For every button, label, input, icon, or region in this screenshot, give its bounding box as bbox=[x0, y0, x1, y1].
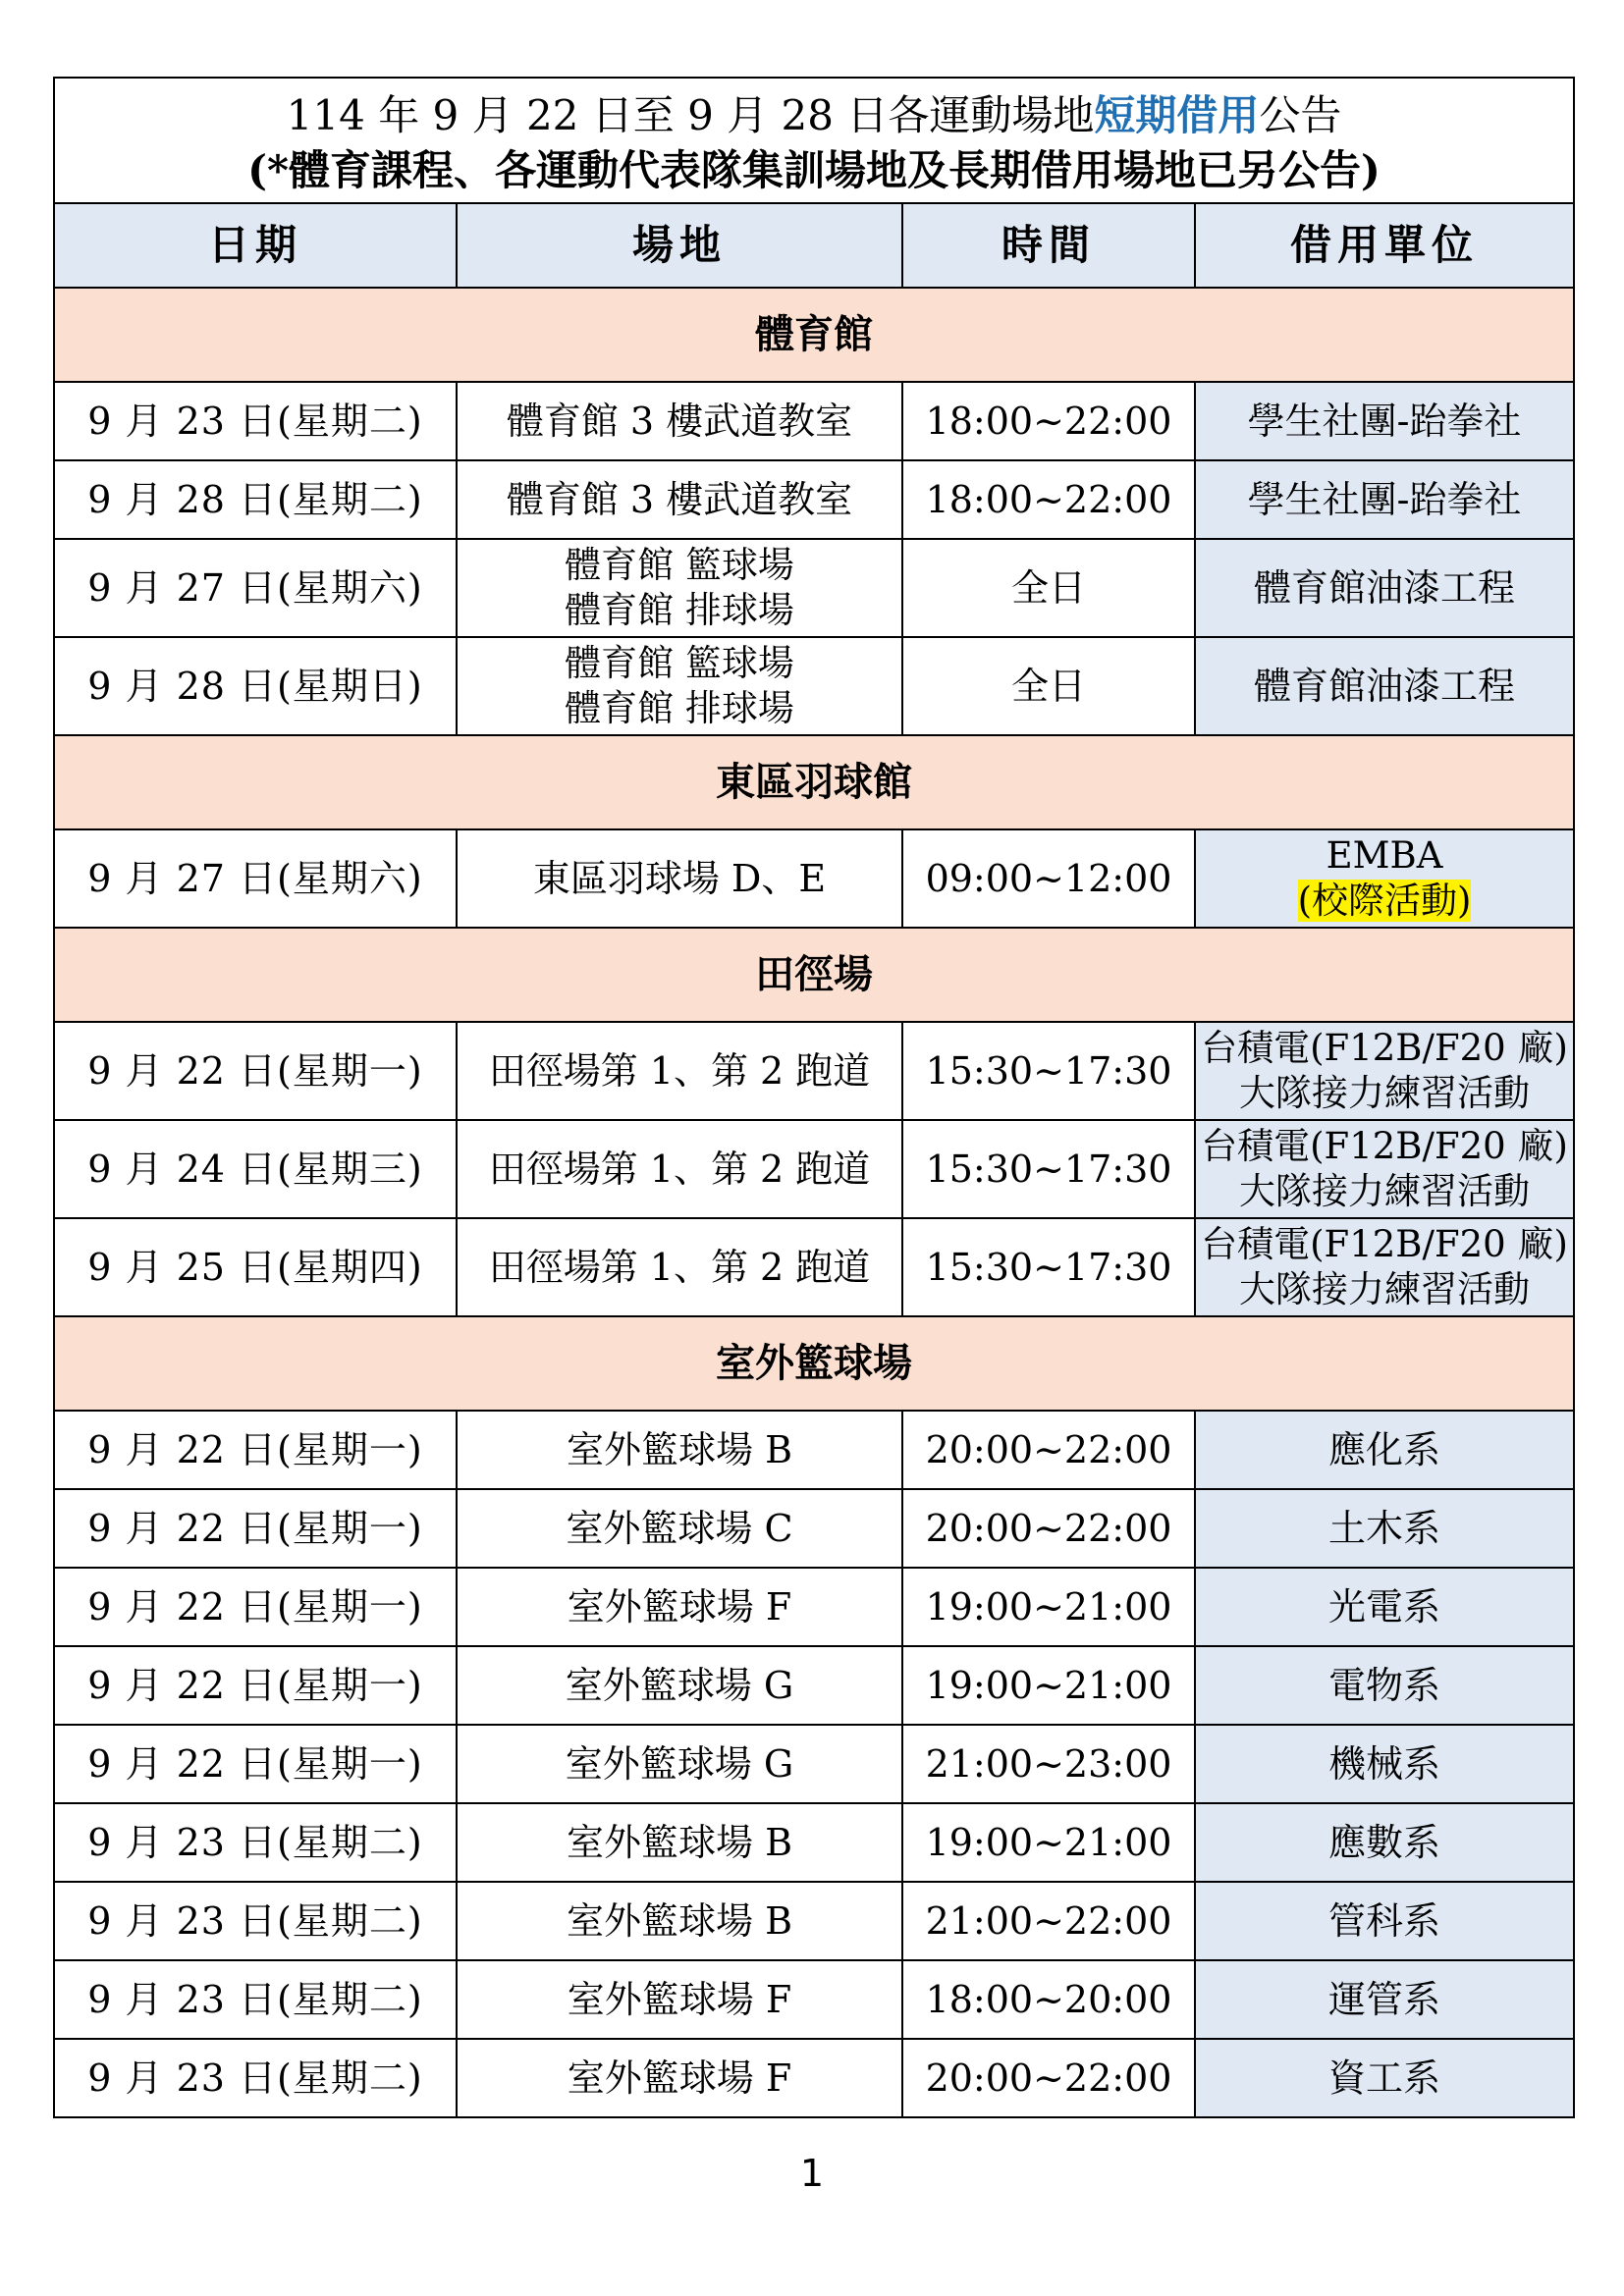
unit-cell bbox=[1195, 1218, 1574, 1316]
date-cell: 9 月 23 日(星期二) bbox=[54, 382, 457, 460]
title-cell bbox=[54, 78, 1574, 203]
unit-line: 體育館油漆工程 bbox=[1254, 566, 1516, 610]
time-cell: 全日 bbox=[902, 637, 1195, 735]
section-title: 東區羽球館 bbox=[54, 735, 1574, 829]
time-cell: 20:00~22:00 bbox=[902, 2039, 1195, 2117]
venue-cell bbox=[457, 1646, 902, 1725]
unit-line: 台積電(F12B/F20 廠) bbox=[1201, 1223, 1568, 1265]
title-line-1 bbox=[55, 88, 1573, 143]
venue-line: 田徑場第 1、第 2 跑道 bbox=[488, 1148, 871, 1191]
unit-cell bbox=[1195, 1022, 1574, 1120]
section-row bbox=[54, 288, 1574, 382]
unit-line: 學生社團-跆拳社 bbox=[1247, 478, 1522, 521]
venue-line: 室外籃球場 B bbox=[566, 1899, 792, 1943]
time-cell: 18:00~20:00 bbox=[902, 1960, 1195, 2039]
unit-cell bbox=[1195, 1120, 1574, 1218]
header-venue: 場地 bbox=[457, 203, 902, 288]
venue-cell bbox=[457, 539, 902, 637]
venue-line: 室外籃球場 B bbox=[566, 1821, 792, 1864]
unit-cell bbox=[1195, 637, 1574, 735]
unit-cell bbox=[1195, 1411, 1574, 1489]
unit-line: 學生社團-跆拳社 bbox=[1247, 400, 1522, 443]
time-cell: 15:30~17:30 bbox=[902, 1120, 1195, 1218]
table-row bbox=[54, 1568, 1574, 1646]
venue-cell bbox=[457, 382, 902, 460]
venue-cell bbox=[457, 1568, 902, 1646]
table-row bbox=[54, 1218, 1574, 1316]
time-cell: 全日 bbox=[902, 539, 1195, 637]
table-row bbox=[54, 1960, 1574, 2039]
table-row bbox=[54, 1022, 1574, 1120]
title-row bbox=[54, 78, 1574, 203]
venue-line: 室外籃球場 F bbox=[567, 2056, 792, 2100]
unit-cell bbox=[1195, 1568, 1574, 1646]
venue-cell bbox=[457, 1489, 902, 1568]
table-row bbox=[54, 1489, 1574, 1568]
section-row bbox=[54, 928, 1574, 1022]
table-row bbox=[54, 1411, 1574, 1489]
venue-line: 體育館 排球場 bbox=[565, 687, 794, 729]
venue-line: 室外籃球場 G bbox=[565, 1664, 794, 1707]
unit-line: 管科系 bbox=[1328, 1899, 1441, 1943]
venue-line: 體育館 籃球場 bbox=[565, 642, 794, 684]
time-cell: 19:00~21:00 bbox=[902, 1568, 1195, 1646]
table-row bbox=[54, 829, 1574, 928]
venue-line: 體育館 籃球場 bbox=[565, 544, 794, 586]
unit-cell bbox=[1195, 1725, 1574, 1803]
unit-line: 電物系 bbox=[1328, 1664, 1441, 1707]
venue-line: 室外籃球場 C bbox=[566, 1507, 793, 1550]
header-unit: 借用單位 bbox=[1195, 203, 1574, 288]
unit-note bbox=[1196, 879, 1573, 924]
time-cell: 20:00~22:00 bbox=[902, 1411, 1195, 1489]
unit-cell bbox=[1195, 829, 1574, 928]
section-title: 田徑場 bbox=[54, 928, 1574, 1022]
unit-line: 運管系 bbox=[1328, 1978, 1441, 2021]
time-cell: 19:00~21:00 bbox=[902, 1803, 1195, 1882]
unit-cell bbox=[1195, 1803, 1574, 1882]
date-cell: 9 月 23 日(星期二) bbox=[54, 2039, 457, 2117]
date-cell: 9 月 22 日(星期一) bbox=[54, 1568, 457, 1646]
date-cell: 9 月 23 日(星期二) bbox=[54, 1803, 457, 1882]
date-cell: 9 月 23 日(星期二) bbox=[54, 1882, 457, 1960]
time-cell: 18:00~22:00 bbox=[902, 382, 1195, 460]
unit-line: 台積電(F12B/F20 廠) bbox=[1201, 1027, 1568, 1069]
date-cell: 9 月 22 日(星期一) bbox=[54, 1725, 457, 1803]
unit-cell bbox=[1195, 539, 1574, 637]
table-row bbox=[54, 2039, 1574, 2117]
table-row bbox=[54, 1882, 1574, 1960]
venue-line: 室外籃球場 F bbox=[567, 1585, 792, 1629]
venue-cell bbox=[457, 1411, 902, 1489]
table-row bbox=[54, 1725, 1574, 1803]
header-row bbox=[54, 203, 1574, 288]
unit-cell bbox=[1195, 2039, 1574, 2117]
unit-line: 大隊接力練習活動 bbox=[1239, 1170, 1531, 1212]
unit-line: 應化系 bbox=[1328, 1428, 1441, 1471]
venue-cell bbox=[457, 1882, 902, 1960]
table-row bbox=[54, 1646, 1574, 1725]
venue-cell bbox=[457, 1218, 902, 1316]
venue-cell bbox=[457, 1120, 902, 1218]
section-title: 體育館 bbox=[54, 288, 1574, 382]
date-cell: 9 月 23 日(星期二) bbox=[54, 1960, 457, 2039]
date-cell: 9 月 27 日(星期六) bbox=[54, 829, 457, 928]
date-cell: 9 月 27 日(星期六) bbox=[54, 539, 457, 637]
venue-line: 室外籃球場 F bbox=[567, 1978, 792, 2021]
header-time: 時間 bbox=[902, 203, 1195, 288]
unit-line: 台積電(F12B/F20 廠) bbox=[1201, 1125, 1568, 1167]
unit-line: 體育館油漆工程 bbox=[1254, 665, 1516, 708]
time-cell: 15:30~17:30 bbox=[902, 1218, 1195, 1316]
time-cell: 21:00~23:00 bbox=[902, 1725, 1195, 1803]
table-row bbox=[54, 637, 1574, 735]
time-cell: 09:00~12:00 bbox=[902, 829, 1195, 928]
venue-line: 室外籃球場 B bbox=[566, 1428, 792, 1471]
date-cell: 9 月 22 日(星期一) bbox=[54, 1411, 457, 1489]
venue-cell bbox=[457, 1960, 902, 2039]
venue-cell bbox=[457, 1022, 902, 1120]
table-row bbox=[54, 1803, 1574, 1882]
unit-cell bbox=[1195, 1960, 1574, 2039]
title-suffix: 公告 bbox=[1259, 91, 1342, 139]
unit-cell bbox=[1195, 460, 1574, 539]
unit-cell bbox=[1195, 1882, 1574, 1960]
venue-line: 東區羽球場 D、E bbox=[532, 857, 827, 900]
unit-cell bbox=[1195, 1646, 1574, 1725]
unit-line: 大隊接力練習活動 bbox=[1239, 1072, 1531, 1114]
section-row bbox=[54, 735, 1574, 829]
time-cell: 21:00~22:00 bbox=[902, 1882, 1195, 1960]
date-cell: 9 月 28 日(星期二) bbox=[54, 460, 457, 539]
date-cell: 9 月 24 日(星期三) bbox=[54, 1120, 457, 1218]
unit-note-highlight: (校際活動) bbox=[1297, 880, 1472, 922]
venue-cell bbox=[457, 637, 902, 735]
venue-line: 田徑場第 1、第 2 跑道 bbox=[488, 1246, 871, 1289]
title-prefix: 114 年 9 月 22 日至 9 月 28 日各運動場地 bbox=[286, 91, 1095, 139]
time-cell: 20:00~22:00 bbox=[902, 1489, 1195, 1568]
time-cell: 18:00~22:00 bbox=[902, 460, 1195, 539]
page-number: 1 bbox=[799, 2152, 825, 2195]
date-cell: 9 月 22 日(星期一) bbox=[54, 1646, 457, 1725]
date-cell: 9 月 28 日(星期日) bbox=[54, 637, 457, 735]
header-date: 日期 bbox=[54, 203, 457, 288]
date-cell: 9 月 25 日(星期四) bbox=[54, 1218, 457, 1316]
unit-line: 土木系 bbox=[1328, 1507, 1441, 1550]
venue-line: 室外籃球場 G bbox=[565, 1742, 794, 1786]
title-line-2: (*體育課程、各運動代表隊集訓場地及長期借用場地已另公告) bbox=[247, 146, 1380, 194]
unit-line: EMBA bbox=[1326, 834, 1443, 877]
table-row bbox=[54, 460, 1574, 539]
time-cell: 19:00~21:00 bbox=[902, 1646, 1195, 1725]
venue-line: 體育館 3 樓武道教室 bbox=[506, 478, 853, 521]
announcement-document bbox=[53, 77, 1573, 2118]
date-cell: 9 月 22 日(星期一) bbox=[54, 1489, 457, 1568]
venue-cell bbox=[457, 2039, 902, 2117]
section-row bbox=[54, 1316, 1574, 1411]
table-row bbox=[54, 1120, 1574, 1218]
unit-line: 大隊接力練習活動 bbox=[1239, 1268, 1531, 1310]
venue-line: 體育館 3 樓武道教室 bbox=[506, 400, 853, 443]
unit-line: 機械系 bbox=[1328, 1742, 1441, 1786]
unit-line: 光電系 bbox=[1328, 1585, 1441, 1629]
venue-cell bbox=[457, 1725, 902, 1803]
section-title: 室外籃球場 bbox=[54, 1316, 1574, 1411]
unit-line: 資工系 bbox=[1328, 2056, 1441, 2100]
table-row bbox=[54, 382, 1574, 460]
venue-line: 體育館 排球場 bbox=[565, 589, 794, 631]
venue-cell bbox=[457, 829, 902, 928]
title-accent: 短期借用 bbox=[1094, 91, 1260, 139]
venue-cell bbox=[457, 460, 902, 539]
date-cell: 9 月 22 日(星期一) bbox=[54, 1022, 457, 1120]
time-cell: 15:30~17:30 bbox=[902, 1022, 1195, 1120]
schedule-table bbox=[53, 77, 1575, 2118]
unit-line: 應數系 bbox=[1328, 1821, 1441, 1864]
unit-cell bbox=[1195, 1489, 1574, 1568]
venue-line: 田徑場第 1、第 2 跑道 bbox=[488, 1049, 871, 1093]
unit-cell bbox=[1195, 382, 1574, 460]
table-row bbox=[54, 539, 1574, 637]
venue-cell bbox=[457, 1803, 902, 1882]
